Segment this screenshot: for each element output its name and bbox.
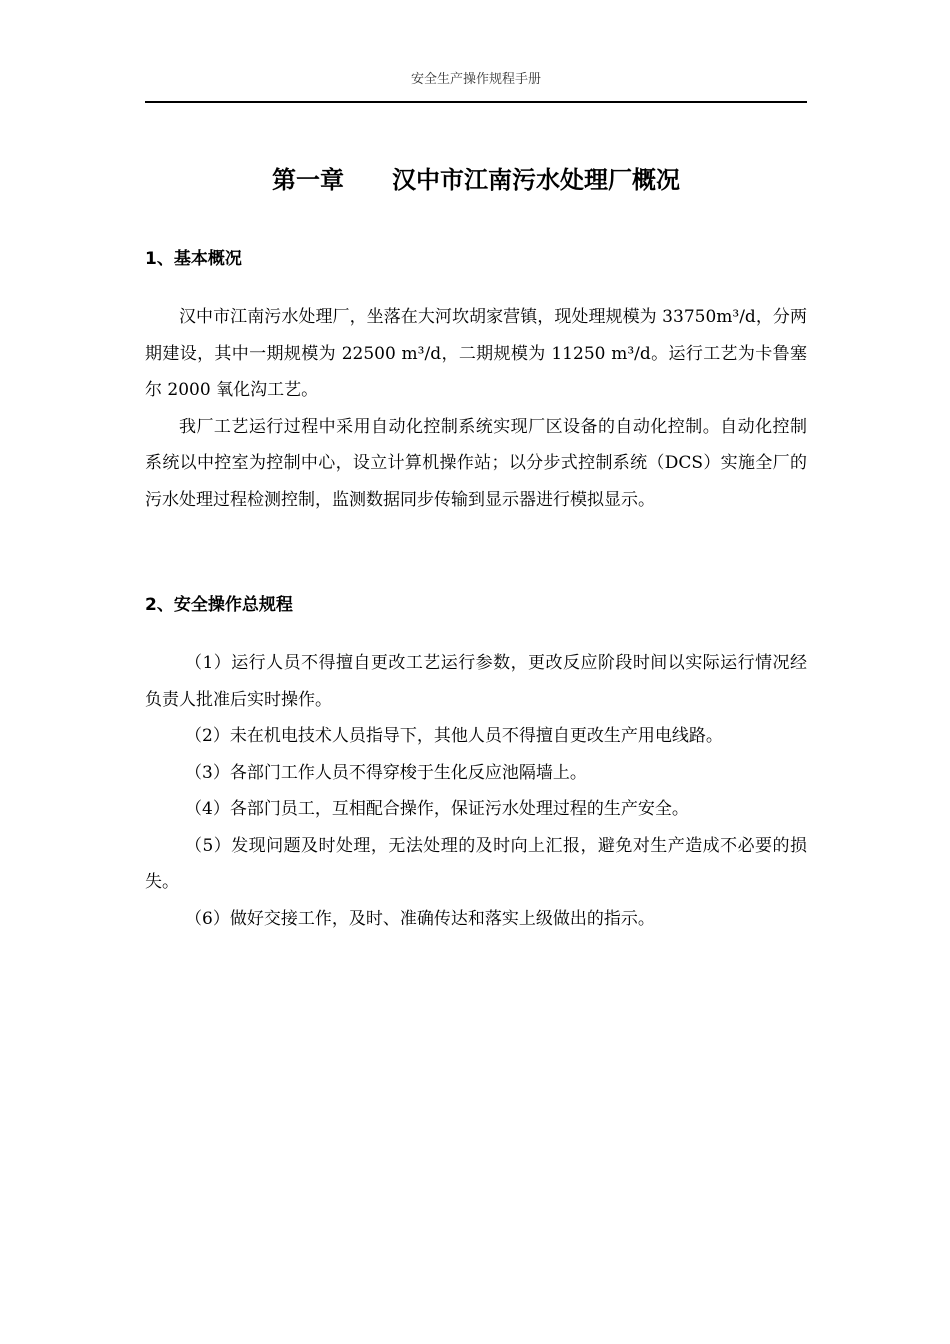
rule-item: （5）发现问题及时处理，无法处理的及时向上汇报，避免对生产造成不必要的损失。 (145, 835, 807, 892)
section-safety-rules-body (145, 645, 807, 937)
rule-item: （3）各部门工作人员不得穿梭于生化反应池隔墙上。 (185, 762, 587, 783)
section-heading-safety-rules: 2、安全操作总规程 (145, 595, 293, 615)
section-basic-overview-body (145, 299, 807, 518)
rule-item: （2）未在机电技术人员指导下，其他人员不得擅自更改生产用电线路。 (185, 726, 723, 746)
chapter-title: 第一章 汉中市江南污水处理厂概况 (272, 166, 680, 194)
rule-item: （1）运行人员不得擅自更改工艺运行参数，更改反应阶段时间以实际运行情况经负责人批准后实时操作。 (145, 653, 807, 710)
section-heading-basic-overview: 1、基本概况 (145, 249, 242, 269)
overview-paragraph: 我厂工艺运行过程中采用自动化控制系统实现厂区设备的自动化控制。自动化控制系统以中控室为控制中心，设立计算机操作站；以分步式控制系统（DCS）实施全厂的污水处理过程检测控制，监测数据同步传输到显示器进行模拟显示。 (145, 416, 807, 510)
rule-item: （4）各部门员工，互相配合操作，保证污水处理过程的生产安全。 (185, 799, 689, 819)
rule-item: （6）做好交接工作，及时、准确传达和落实上级做出的指示。 (185, 908, 655, 929)
overview-paragraph: 汉中市江南污水处理厂，坐落在大河坎胡家营镇，现处理规模为 33750m³/d，分两期建设，其中一期规模为 22500 m³/d，二期规模为 11250 m³/d。运行工艺为卡鲁塞尔 2000 氧化沟工艺。 (145, 307, 807, 400)
header-rule (145, 101, 807, 103)
page-header: 安全生产操作规程手册 (410, 72, 541, 87)
